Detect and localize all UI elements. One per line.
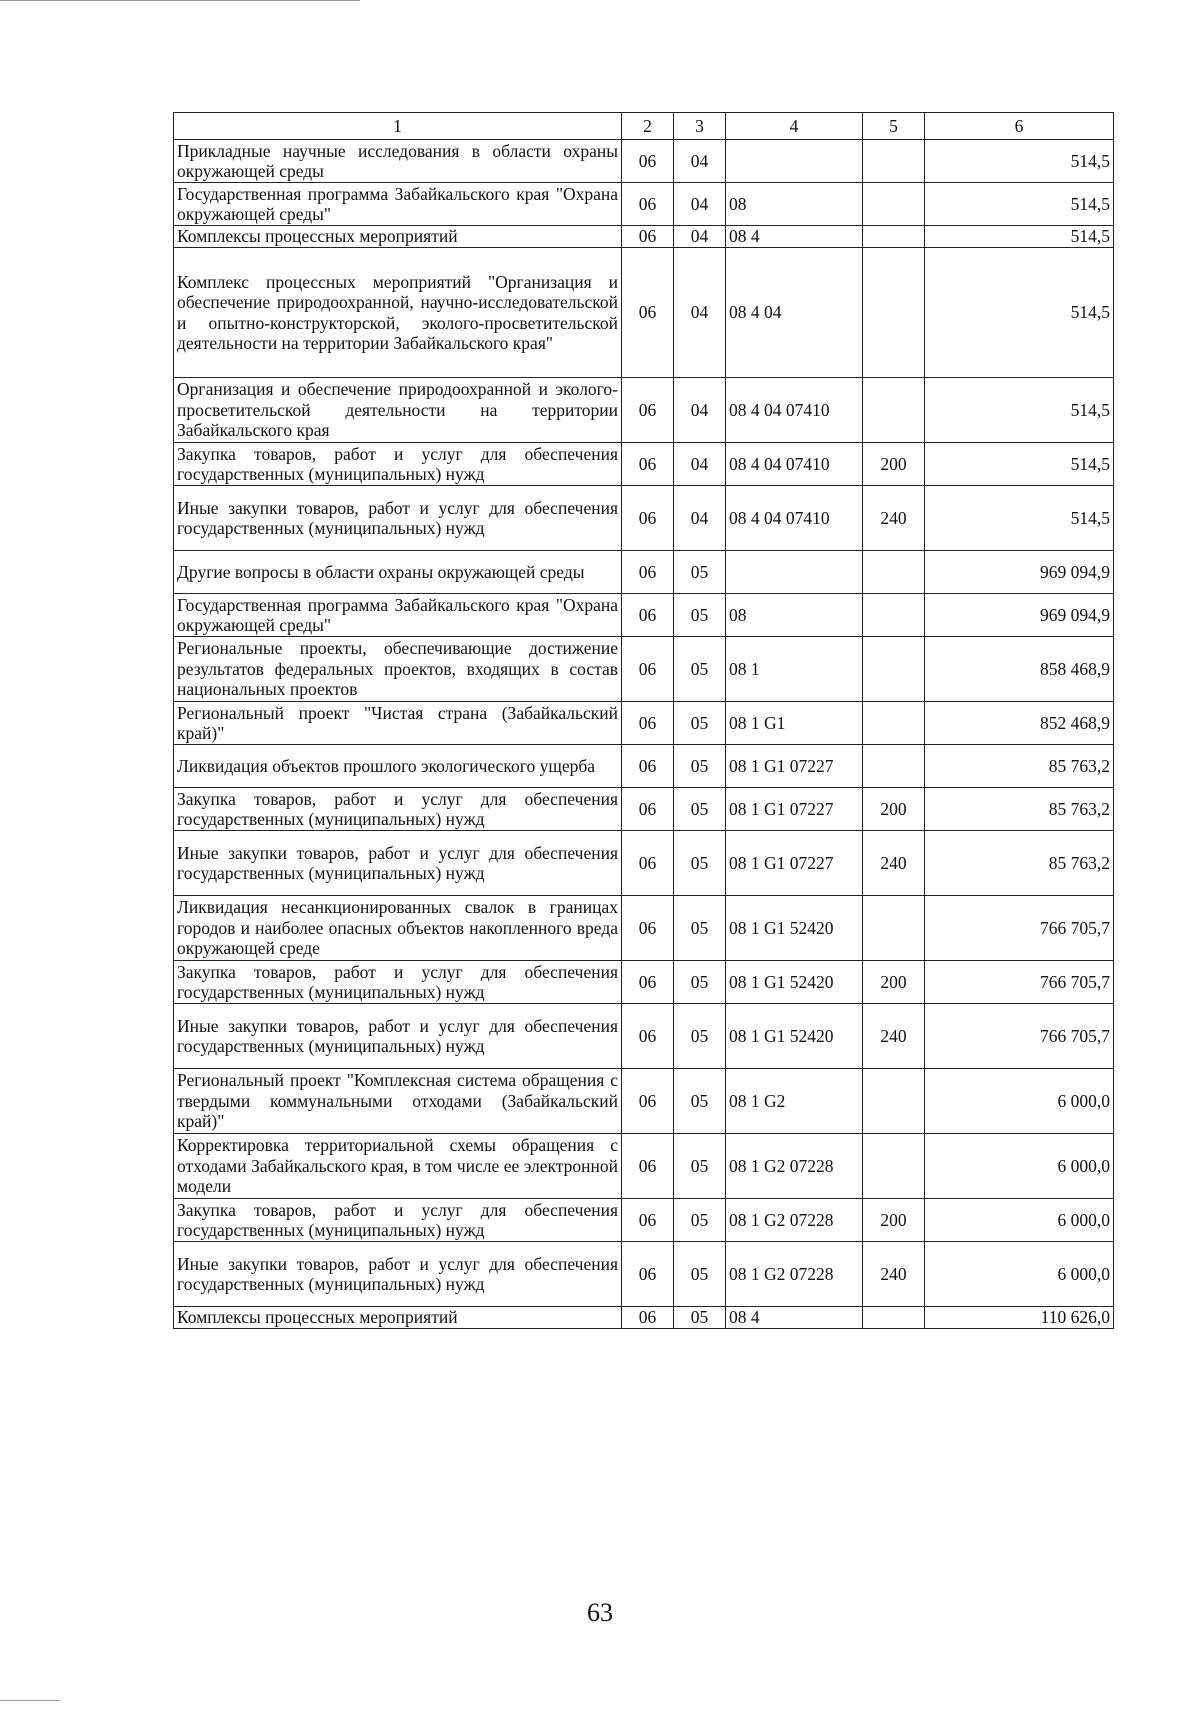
- row-target-article: 08 1 G1 07227: [726, 831, 863, 896]
- row-name: Ликвидация объектов прошлого экологического ущерба: [174, 745, 622, 788]
- row-subsection-code: 05: [674, 745, 726, 788]
- row-name: Комплексы процессных мероприятий: [174, 226, 622, 248]
- row-subsection-code: 04: [674, 183, 726, 226]
- row-expense-type: [863, 1069, 925, 1134]
- row-amount: 514,5: [925, 140, 1114, 183]
- row-expense-type: 240: [863, 486, 925, 551]
- row-subsection-code: 04: [674, 486, 726, 551]
- row-expense-type: [863, 1134, 925, 1199]
- row-section-code: 06: [622, 637, 674, 702]
- row-expense-type: [863, 896, 925, 961]
- table-row: [174, 183, 1114, 226]
- row-target-article: 08 1 G1 52420: [726, 961, 863, 1004]
- table-row: [174, 594, 1114, 637]
- row-target-article: 08: [726, 594, 863, 637]
- table-row: [174, 1004, 1114, 1069]
- row-subsection-code: 05: [674, 1004, 726, 1069]
- row-expense-type: 240: [863, 831, 925, 896]
- row-subsection-code: 05: [674, 1199, 726, 1242]
- row-expense-type: [863, 745, 925, 788]
- table-row: [174, 788, 1114, 831]
- row-target-article: 08 1 G1 52420: [726, 1004, 863, 1069]
- row-subsection-code: 05: [674, 831, 726, 896]
- row-amount: 6 000,0: [925, 1069, 1114, 1134]
- row-name: Иные закупки товаров, работ и услуг для обеспечения государственных (муниципальных) нужд: [174, 486, 622, 551]
- row-name: Другие вопросы в области охраны окружающей среды: [174, 551, 622, 594]
- row-expense-type: [863, 378, 925, 443]
- table-row: [174, 961, 1114, 1004]
- row-name: Региональный проект "Комплексная система обращения с твердыми коммунальными отходами (Забайкальский край)": [174, 1069, 622, 1134]
- row-section-code: 06: [622, 486, 674, 551]
- row-expense-type: 200: [863, 788, 925, 831]
- row-amount: 514,5: [925, 226, 1114, 248]
- row-amount: 766 705,7: [925, 896, 1114, 961]
- row-expense-type: [863, 226, 925, 248]
- row-section-code: 06: [622, 1004, 674, 1069]
- row-target-article: 08 4: [726, 1307, 863, 1329]
- row-amount: 85 763,2: [925, 745, 1114, 788]
- row-name: Закупка товаров, работ и услуг для обеспечения государственных (муниципальных) нужд: [174, 1199, 622, 1242]
- row-expense-type: 200: [863, 1199, 925, 1242]
- table-row: [174, 831, 1114, 896]
- row-expense-type: [863, 140, 925, 183]
- row-section-code: 06: [622, 140, 674, 183]
- row-amount: 514,5: [925, 248, 1114, 378]
- row-subsection-code: 04: [674, 140, 726, 183]
- row-target-article: [726, 551, 863, 594]
- row-target-article: 08 1 G1 07227: [726, 788, 863, 831]
- table-row: [174, 486, 1114, 551]
- table-row: [174, 1199, 1114, 1242]
- row-amount: 85 763,2: [925, 788, 1114, 831]
- row-section-code: 06: [622, 226, 674, 248]
- row-subsection-code: 05: [674, 1242, 726, 1307]
- row-target-article: 08 4: [726, 226, 863, 248]
- row-expense-type: [863, 1307, 925, 1329]
- row-name: Иные закупки товаров, работ и услуг для обеспечения государственных (муниципальных) нужд: [174, 1242, 622, 1307]
- row-name: Закупка товаров, работ и услуг для обеспечения государственных (муниципальных) нужд: [174, 961, 622, 1004]
- page-number: 63: [587, 1598, 613, 1627]
- row-amount: 110 626,0: [925, 1307, 1114, 1329]
- row-section-code: 06: [622, 961, 674, 1004]
- row-expense-type: 240: [863, 1004, 925, 1069]
- budget-table: [173, 112, 1114, 1329]
- row-section-code: 06: [622, 594, 674, 637]
- table-body: [174, 140, 1114, 1329]
- row-section-code: 06: [622, 248, 674, 378]
- row-amount: 514,5: [925, 443, 1114, 486]
- row-name: Региональный проект "Чистая страна (Забайкальский край)": [174, 702, 622, 745]
- row-name: Государственная программа Забайкальского края "Охрана окружающей среды": [174, 183, 622, 226]
- row-section-code: 06: [622, 1242, 674, 1307]
- table-row: [174, 443, 1114, 486]
- row-section-code: 06: [622, 1134, 674, 1199]
- row-subsection-code: 05: [674, 896, 726, 961]
- row-target-article: 08 4 04 07410: [726, 378, 863, 443]
- row-subsection-code: 05: [674, 788, 726, 831]
- table-row: [174, 745, 1114, 788]
- row-amount: 766 705,7: [925, 961, 1114, 1004]
- row-expense-type: [863, 183, 925, 226]
- row-subsection-code: 04: [674, 226, 726, 248]
- row-name: Ликвидация несанкционированных свалок в границах городов и наиболее опасных объектов накопленного вреда окружающей среде: [174, 896, 622, 961]
- row-amount: 858 468,9: [925, 637, 1114, 702]
- row-target-article: 08 4 04 07410: [726, 443, 863, 486]
- row-section-code: 06: [622, 551, 674, 594]
- table-row: [174, 637, 1114, 702]
- row-amount: 969 094,9: [925, 551, 1114, 594]
- row-amount: 85 763,2: [925, 831, 1114, 896]
- row-target-article: [726, 140, 863, 183]
- row-name: Закупка товаров, работ и услуг для обеспечения государственных (муниципальных) нужд: [174, 788, 622, 831]
- row-subsection-code: 05: [674, 1134, 726, 1199]
- row-target-article: 08 1 G1 07227: [726, 745, 863, 788]
- row-expense-type: 200: [863, 961, 925, 1004]
- row-name: Иные закупки товаров, работ и услуг для обеспечения государственных (муниципальных) нужд: [174, 1004, 622, 1069]
- row-subsection-code: 04: [674, 378, 726, 443]
- row-subsection-code: 05: [674, 594, 726, 637]
- row-section-code: 06: [622, 702, 674, 745]
- row-name: Государственная программа Забайкальского края "Охрана окружающей среды": [174, 594, 622, 637]
- row-expense-type: 200: [863, 443, 925, 486]
- row-amount: 514,5: [925, 486, 1114, 551]
- row-expense-type: 240: [863, 1242, 925, 1307]
- row-name: Иные закупки товаров, работ и услуг для обеспечения государственных (муниципальных) нужд: [174, 831, 622, 896]
- table-row: [174, 140, 1114, 183]
- row-section-code: 06: [622, 831, 674, 896]
- row-subsection-code: 05: [674, 1307, 726, 1329]
- row-target-article: 08 1 G2 07228: [726, 1134, 863, 1199]
- row-amount: 969 094,9: [925, 594, 1114, 637]
- row-target-article: 08 1 G2 07228: [726, 1242, 863, 1307]
- row-name: Комплексы процессных мероприятий: [174, 1307, 622, 1329]
- row-target-article: 08 1 G1: [726, 702, 863, 745]
- table-row: [174, 1134, 1114, 1199]
- table-row: [174, 896, 1114, 961]
- row-subsection-code: 05: [674, 1069, 726, 1134]
- header-col-3: 3: [674, 113, 726, 140]
- row-name: Комплекс процессных мероприятий "Организация и обеспечение природоохранной, научно-исследовательской и опытно-конструкторской, эколого-просветительской деятельности на территории Забайкальского края": [174, 248, 622, 378]
- header-col-2: 2: [622, 113, 674, 140]
- row-section-code: 06: [622, 443, 674, 486]
- table-row: [174, 378, 1114, 443]
- row-target-article: 08 4 04: [726, 248, 863, 378]
- table-row: [174, 1069, 1114, 1134]
- row-section-code: 06: [622, 183, 674, 226]
- row-target-article: 08 1 G2: [726, 1069, 863, 1134]
- row-section-code: 06: [622, 1069, 674, 1134]
- row-amount: 6 000,0: [925, 1134, 1114, 1199]
- row-subsection-code: 04: [674, 443, 726, 486]
- row-name: Корректировка территориальной схемы обращения с отходами Забайкальского края, в том числе ее электронной модели: [174, 1134, 622, 1199]
- table-row: [174, 702, 1114, 745]
- row-expense-type: [863, 702, 925, 745]
- header-col-4: 4: [726, 113, 863, 140]
- row-amount: 6 000,0: [925, 1199, 1114, 1242]
- table-row: [174, 551, 1114, 594]
- scan-edge-line-top: [0, 0, 360, 1]
- header-row: [174, 113, 1114, 140]
- row-amount: 514,5: [925, 378, 1114, 443]
- row-amount: 514,5: [925, 183, 1114, 226]
- row-section-code: 06: [622, 1199, 674, 1242]
- row-expense-type: [863, 248, 925, 378]
- row-target-article: 08 1 G1 52420: [726, 896, 863, 961]
- row-amount: 852 468,9: [925, 702, 1114, 745]
- table-header: [174, 113, 1114, 140]
- table-row: [174, 1307, 1114, 1329]
- row-subsection-code: 04: [674, 248, 726, 378]
- row-section-code: 06: [622, 745, 674, 788]
- row-section-code: 06: [622, 788, 674, 831]
- row-expense-type: [863, 551, 925, 594]
- table-row: [174, 1242, 1114, 1307]
- row-subsection-code: 05: [674, 702, 726, 745]
- row-subsection-code: 05: [674, 961, 726, 1004]
- header-col-1: 1: [174, 113, 622, 140]
- row-target-article: 08 4 04 07410: [726, 486, 863, 551]
- row-target-article: 08: [726, 183, 863, 226]
- row-target-article: 08 1: [726, 637, 863, 702]
- table-row: [174, 248, 1114, 378]
- row-section-code: 06: [622, 896, 674, 961]
- row-amount: 6 000,0: [925, 1242, 1114, 1307]
- row-target-article: 08 1 G2 07228: [726, 1199, 863, 1242]
- row-expense-type: [863, 637, 925, 702]
- row-amount: 766 705,7: [925, 1004, 1114, 1069]
- row-section-code: 06: [622, 378, 674, 443]
- row-subsection-code: 05: [674, 551, 726, 594]
- row-name: Прикладные научные исследования в области охраны окружающей среды: [174, 140, 622, 183]
- row-name: Закупка товаров, работ и услуг для обеспечения государственных (муниципальных) нужд: [174, 443, 622, 486]
- header-col-6: 6: [925, 113, 1114, 140]
- table-row: [174, 226, 1114, 248]
- row-name: Организация и обеспечение природоохранной и эколого-просветительской деятельности на территории Забайкальского края: [174, 378, 622, 443]
- row-section-code: 06: [622, 1307, 674, 1329]
- scan-edge-line-left: [0, 1700, 60, 1701]
- header-col-5: 5: [863, 113, 925, 140]
- row-subsection-code: 05: [674, 637, 726, 702]
- row-name: Региональные проекты, обеспечивающие достижение результатов федеральных проектов, входящих в состав национальных проектов: [174, 637, 622, 702]
- row-expense-type: [863, 594, 925, 637]
